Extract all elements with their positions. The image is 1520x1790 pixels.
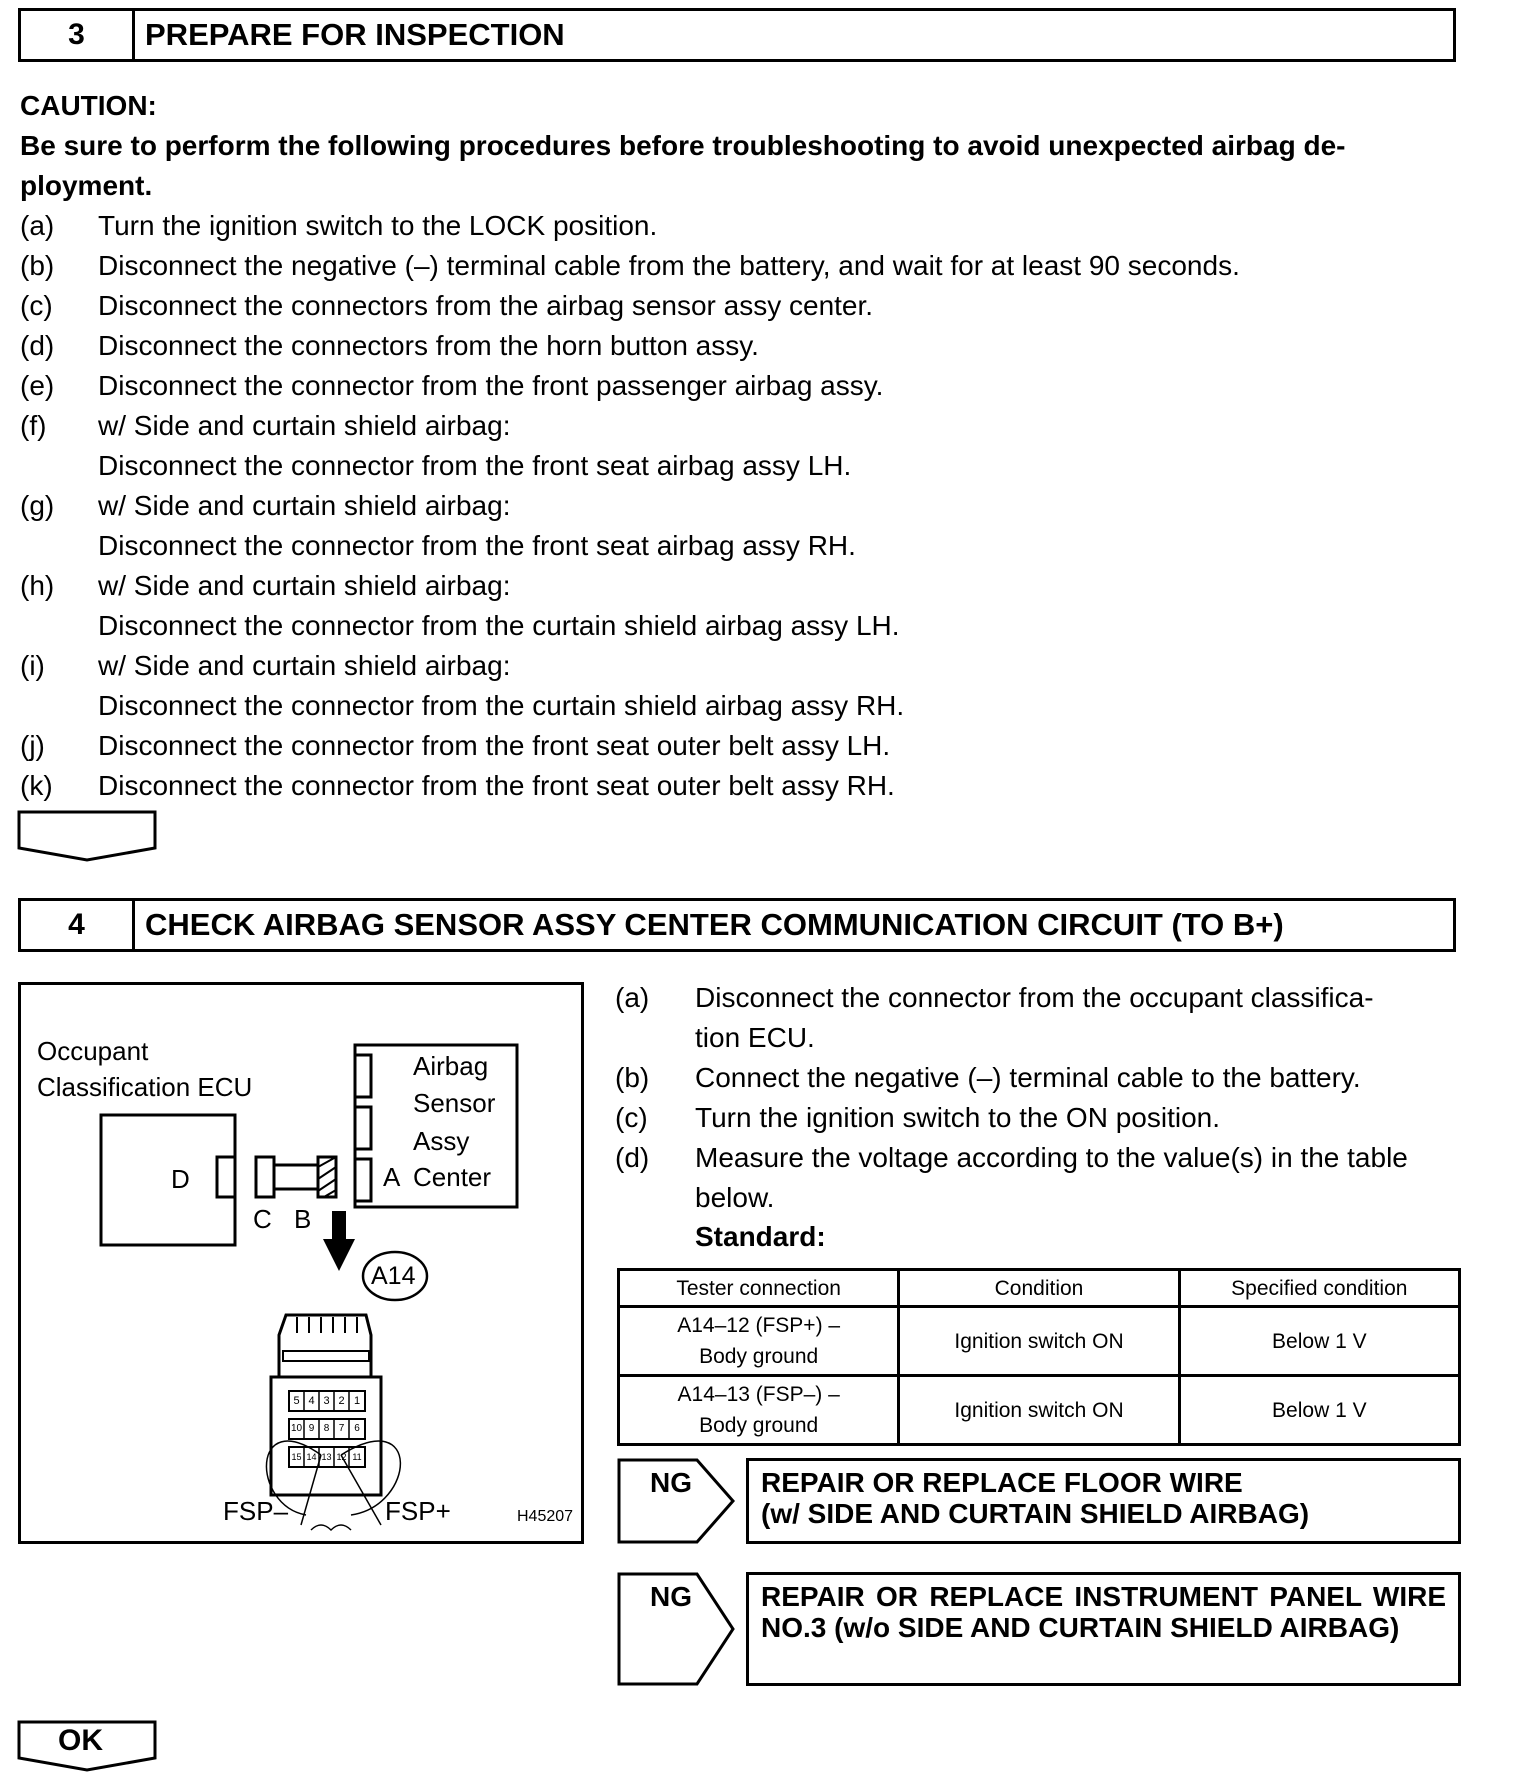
procedure-item: Disconnect the connector from the front seat airbag assy LH.: [98, 450, 852, 481]
caution-text: Be sure to perform the following procedures before troubleshooting to avoid unexpected airbag de-ployment.: [20, 130, 1346, 201]
caution-title: CAUTION:: [20, 90, 157, 121]
procedure-item: Disconnect the connector from the curtain shield airbag assy LH.: [98, 610, 900, 641]
table-header: Condition: [899, 1270, 1179, 1307]
table-row: [619, 1376, 1460, 1445]
step-4-header: [18, 898, 1456, 952]
procedure-item: Disconnect the connector from the curtain shield airbag assy RH.: [98, 690, 905, 721]
procedure-item: (k) Disconnect the connector from the front seat outer belt assy RH.: [20, 770, 895, 801]
tester-connection-cell: A14–12 (FSP+) – Body ground: [619, 1307, 899, 1376]
table-header: Specified condition: [1179, 1270, 1459, 1307]
ng-label: NG: [650, 1467, 692, 1498]
step-4-procedure-list: [615, 978, 1465, 1218]
step-title: CHECK AIRBAG SENSOR ASSY CENTER COMMUNICATION CIRCUIT (TO B+): [145, 907, 1284, 942]
sensor-label: Center: [413, 1162, 492, 1192]
ecu-label: Occupant: [37, 1036, 149, 1066]
ecu-label: Classification ECU: [37, 1072, 253, 1102]
procedure-item: (b) Disconnect the negative (–) terminal cable from the battery, and wait for at least 90 seconds.: [20, 250, 1240, 281]
ok-label: OK: [58, 1724, 103, 1757]
procedure-item: tion ECU.: [695, 1022, 815, 1053]
step-3-procedure-list: [20, 206, 1460, 806]
procedure-item: (b) Connect the negative (–) terminal cable to the battery.: [615, 1062, 1361, 1093]
specified-condition-cell: Below 1 V: [1179, 1376, 1459, 1445]
procedure-item: below.: [695, 1182, 775, 1213]
fsp-plus-label: FSP+: [385, 1496, 451, 1526]
specification-table: [617, 1268, 1461, 1446]
connector-b-label: B: [294, 1204, 312, 1234]
procedure-item: (g) w/ Side and curtain shield airbag:: [20, 490, 511, 521]
procedure-item: (d) Measure the voltage according to the value(s) in the table: [615, 1142, 1408, 1173]
table-header-row: [619, 1270, 1460, 1307]
procedure-item: Disconnect the connector from the front seat airbag assy RH.: [98, 530, 856, 561]
condition-cell: Ignition switch ON: [899, 1307, 1179, 1376]
connector-d-label: D: [171, 1164, 190, 1194]
procedure-item: (j) Disconnect the connector from the front seat outer belt assy LH.: [20, 730, 891, 761]
condition-cell: Ignition switch ON: [899, 1376, 1179, 1445]
pin-row: 5 4 3 2 1: [293, 1395, 361, 1407]
pin-row: 15 14 13 12 11: [291, 1452, 362, 1462]
wiring-diagram: [18, 982, 584, 1544]
step-title: PREPARE FOR INSPECTION: [145, 17, 565, 52]
table-header: Tester connection: [619, 1270, 899, 1307]
specified-condition-cell: Below 1 V: [1179, 1307, 1459, 1376]
procedure-item: (i) w/ Side and curtain shield airbag:: [20, 650, 511, 681]
procedure-item: (h) w/ Side and curtain shield airbag:: [20, 570, 511, 601]
sensor-label: Sensor: [413, 1088, 496, 1118]
standard-label: Standard:: [695, 1221, 826, 1252]
procedure-item: (a) Disconnect the connector from the occupant classifica-: [615, 982, 1374, 1013]
connector-a-label: A: [383, 1162, 401, 1192]
sensor-label: Airbag: [413, 1051, 489, 1081]
ng-result-box: REPAIR OR REPLACE INSTRUMENT PANEL WIRE NO.3 (w/o SIDE AND CURTAIN SHIELD AIRBAG): [746, 1572, 1461, 1686]
procedure-item: (c) Disconnect the connectors from the airbag sensor assy center.: [20, 290, 874, 321]
ng-result-box: REPAIR OR REPLACE FLOOR WIRE (w/ SIDE AND CURTAIN SHIELD AIRBAG): [746, 1458, 1461, 1544]
connector-id-label: A14: [371, 1262, 416, 1290]
sensor-label: Assy: [413, 1126, 470, 1156]
procedure-item: (a) Turn the ignition switch to the LOCK position.: [20, 210, 658, 241]
procedure-item: (f) w/ Side and curtain shield airbag:: [20, 410, 511, 441]
next-step-arrow-icon: [17, 810, 157, 862]
step-number: 3: [21, 11, 135, 59]
procedure-item: (e) Disconnect the connector from the front passenger airbag assy.: [20, 370, 884, 401]
step-3-header: [18, 8, 1456, 62]
procedure-item: (d) Disconnect the connectors from the horn button assy.: [20, 330, 759, 361]
figure-id: H45207: [517, 1508, 574, 1525]
fsp-minus-label: FSP–: [223, 1496, 289, 1526]
pin-row: 10 9 8 7 6: [290, 1423, 360, 1434]
tester-connection-cell: A14–13 (FSP–) – Body ground: [619, 1376, 899, 1445]
ng-label: NG: [650, 1581, 692, 1612]
table-row: [619, 1307, 1460, 1376]
step-number: 4: [21, 901, 135, 949]
procedure-item: (c) Turn the ignition switch to the ON position.: [615, 1102, 1220, 1133]
connector-c-label: C: [253, 1204, 272, 1234]
